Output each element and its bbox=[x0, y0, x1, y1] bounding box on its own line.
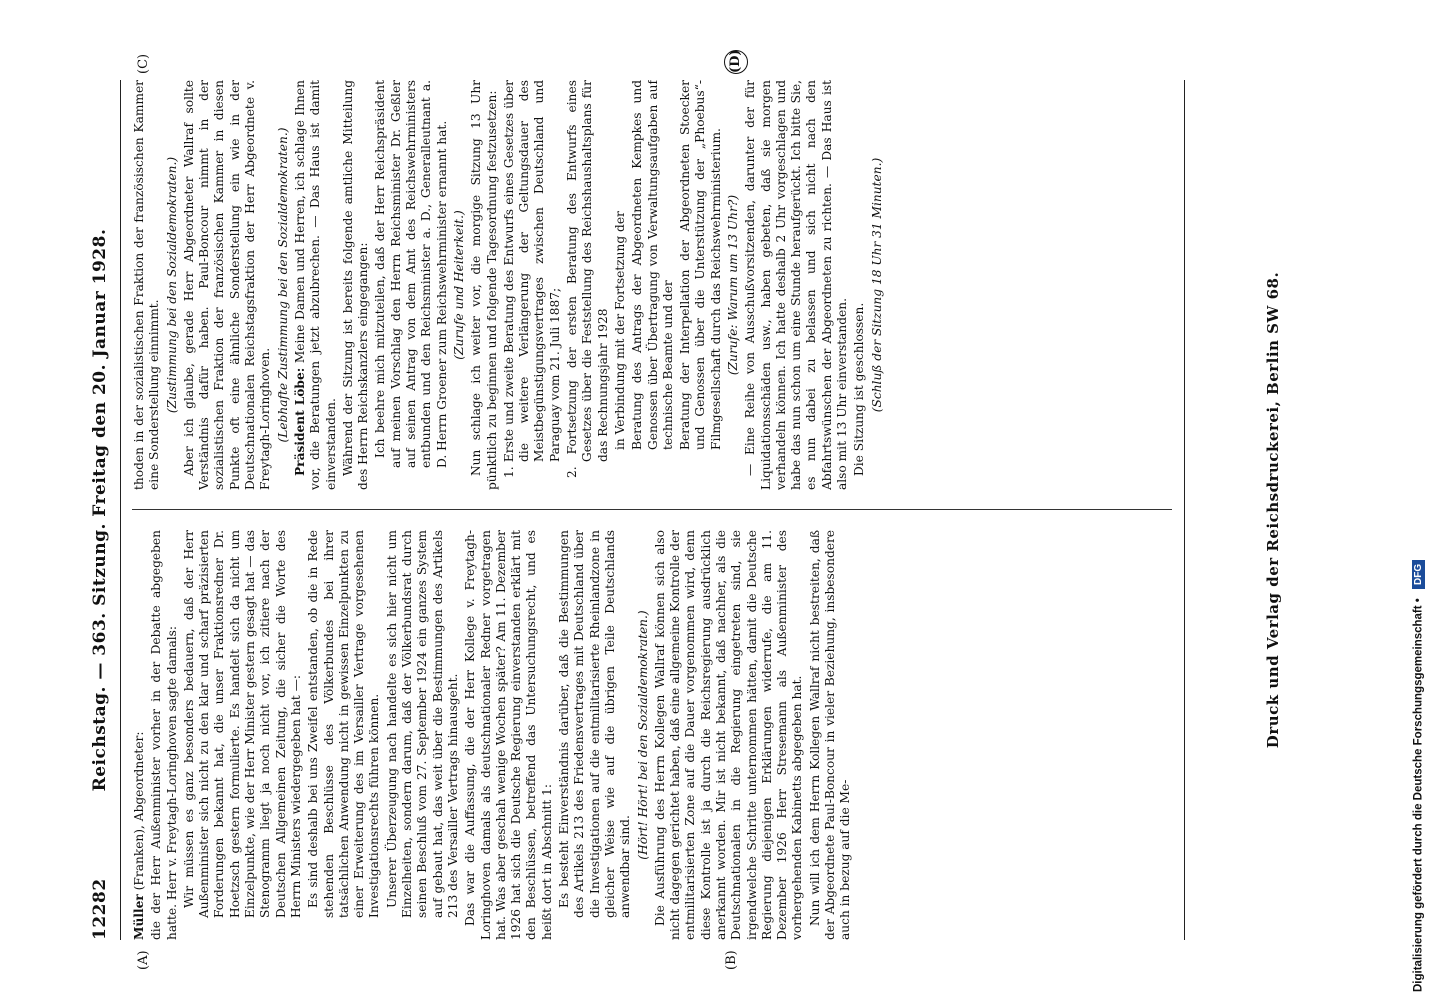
paragraph: Das war die Auffassung, die der Herr Kollege v. Freytagh-Loringhoven damals als deutschnationaler Redner vorgetragen hat. Was aber geschah wenige Wochen später? Am 11. Dezember 1926 hat sich die Deutsche Regierung einverstanden erklärt mit den Beschlüssen, betreffend das Untersuchungsrecht, und es heißt dort in Abschnitt 1: bbox=[463, 530, 554, 940]
right-column bbox=[132, 80, 1172, 490]
quotation: Wir müssen es ganz besonders bedauern, daß der Herr Außenminister sich nicht zu den klar und scharf präzisierten Forderungen bekannt hat, die unser Fraktionsredner Dr. Hoetzsch gestern formulierte. Es handelt sich da nicht um Einzelpunkte, wie der Herr Minister gestern gesagt hat — das Stenogramm liegt ja noch nicht vor, ich zitiere nach der Deutschen Allgemeinen Zeitung, die sicher die Worte des Herrn Ministers wiedergegeben hat —: bbox=[181, 530, 303, 918]
speaker-line bbox=[132, 530, 147, 940]
president-name: Präsident Löbe: bbox=[292, 367, 307, 476]
interjection: (Zurufe und Heiterkeit.) bbox=[451, 210, 466, 360]
footer-rule bbox=[1184, 80, 1185, 940]
quotation: Es sind deshalb bei uns Zweifel entstanden, ob die in Rede stehenden Beschlüsse des Völkerbundes bei ihrer tatsächlichen Anwendung nicht in gewissen Einzelpunkten zu einer Erweiterung des im Versailler Vertrage vorgesehenen Investigationsrechts führen können. bbox=[306, 530, 382, 918]
agenda-subitem: Beratung des Antrags der Abgeordneten Kempkes und Genossen über Übertragung von Verwaltungsaufgaben auf technische Beamte und der bbox=[630, 80, 675, 450]
left-column bbox=[132, 530, 1172, 940]
quotation: Unserer Überzeugung nach handelte es sich hier nicht um Einzelheiten, sondern darum, daß der Völkerbundsrat durch seinen Beschluß vom 27. September 1924 ein ganzes System auf gebaut hat, das weit über die Bestimmungen des Artikels 213 des Versailler Vertrags hinausgeht. bbox=[384, 530, 460, 918]
paragraph: Während der Sitzung ist bereits folgende amtliche Mitteilung des Herrn Reichskanzlers eingegangen: bbox=[340, 80, 371, 490]
agenda-subitem: in Verbindung mit der Fortsetzung der bbox=[612, 211, 627, 450]
funding-text: Digitalisierung gefördert durch die Deutsche Forschungsgemeinschaft • bbox=[1412, 598, 1425, 992]
paragraph: — Eine Reihe von Ausschußvorsitzenden, darunter der für Liquidationsschäden usw., haben gebeten, daß sie morgen verhandeln können. Ich hatte deshalb 2 Uhr vorgeschlagen und habe das nun schon um eine Stunde heraufgerückt. Ich bitte Sie, es nun dabei zu belassen und sich nicht nach den Abfahrtswünschen der Abgeordneten zu richten. — Das Haus ist also mit 13 Uhr einverstanden. bbox=[743, 80, 850, 490]
paragraph: Nun will ich dem Herrn Kollegen Wallraf nicht bestreiten, daß der Abgeordnete Paul-Boncour in vieler Beziehung, insbesondere auch in bezug auf die Me- bbox=[807, 530, 853, 940]
speaker-info: (Franken), Abgeordneter: bbox=[132, 731, 146, 891]
quotation: Es besteht Einverständnis darüber, daß die Bestimmungen des Artikels 213 des Friedensvertrages mit Deutschland über die Investigationen auf die entmilitarisierte Rheinlandzone in gleicher Weise wie auf die übrigen Teile Deutschlands anwendbar sind. bbox=[557, 530, 633, 918]
paragraph: Die Sitzung ist geschlossen. bbox=[852, 302, 867, 476]
paragraph: thoden in der sozialistischen Fraktion der französischen Kammer eine Sonderstellung einnimmt. bbox=[132, 80, 162, 490]
agenda-item-2: 2. Fortsetzung der ersten Beratung des Entwurfs eines Gesetzes über die Feststellung des Reichshaushaltsplans für das Rechnungsjahr 1928 bbox=[565, 80, 610, 478]
president-text: Meine Damen und Herren, ich schlage Ihnen vor, die Beratungen jetzt abzubrechen. — Das Haus ist damit einverstanden. bbox=[292, 80, 338, 490]
margin-mark-a: (A) bbox=[136, 950, 151, 970]
page-number: 12282 bbox=[90, 878, 110, 940]
margin-mark-c: (C) bbox=[136, 53, 151, 74]
agenda-item-1: 1. Erste und zweite Beratung des Entwurfs eines Gesetzes über die weitere Verlängerung der Geltungsdauer des Meistbegünstigungsvertrages zwischen Deutschland und Paraguay vom 21. Juli 1887; bbox=[501, 80, 562, 478]
interjection: (Zustimmung bei den Sozialdemokraten.) bbox=[164, 156, 179, 414]
session-close-note: (Schluß der Sitzung 18 Uhr 31 Minuten.) bbox=[869, 157, 884, 413]
margin-mark-b: (B) bbox=[724, 950, 739, 970]
rotated-document-page bbox=[84, 49, 1324, 970]
interjection: (Lebhafte Zustimmung bei den Sozialdemokraten.) bbox=[275, 127, 290, 443]
page-header bbox=[84, 80, 118, 940]
margin-mark-d: (D) bbox=[724, 50, 748, 74]
paragraph: Nun schlage ich weiter vor, die morgige Sitzung 13 Uhr pünktlich zu beginnen und folgende Tagesordnung festzusetzen: bbox=[469, 80, 499, 490]
agenda-subitem: Beratung der Interpellation der Abgeordneten Stoecker und Genossen über die Unterstützung der „Phoebus“-Filmgesellschaft durch das Reichswehrministerium. bbox=[678, 80, 723, 450]
page-title: Reichstag. — 363. Sitzung. Freitag den 20. Januar 1928. bbox=[90, 228, 110, 792]
dfg-logo: DFG bbox=[1412, 560, 1425, 589]
speaker-name: Müller bbox=[132, 894, 146, 940]
paragraph: die der Herr Außenminister vorher in der Debatte abgegeben hatte. Herr v. Freytagh-Loringhoven sagte damals: bbox=[149, 530, 179, 940]
president-speech bbox=[293, 80, 339, 490]
interjection: (Zurufe: Warum um 13 Uhr?) bbox=[725, 194, 740, 376]
printer-footer: Druck und Verlag der Reichsdruckerei, Berlin SW 68. bbox=[1264, 271, 1282, 749]
column-divider bbox=[132, 509, 1172, 510]
interjection: (Hört! Hört! bei den Sozialdemokraten.) bbox=[635, 610, 650, 860]
funding-sidebar bbox=[1400, 10, 1430, 990]
paragraph: Aber ich glaube, gerade Herr Abgeordneter Wallraf sollte Verständnis dafür haben. Paul-Boncour nimmt in der sozialistischen Fraktion der französischen Kammer in diesen Punkte oft eine ähnliche Sonderstellung ein wie in der Deutschnationalen Reichstagsfraktion der Herr Abgeordnete v. Freytagh-Loringhoven. bbox=[181, 80, 273, 490]
paragraph: Die Ausführung des Herrn Kollegen Wallraf können sich also nicht dagegen gerichtet haben, daß eine allgemeine Kontrolle der entmilitarisierten Zone auf die Dauer vorgenommen wird, denn diese Kontrolle ist ja durch die Reichsregierung ausdrücklich anerkannt worden. Mir ist nicht bekannt, daß nachher, als die Deutschnationalen in die Regierung eingetreten sind, sie irgendwelche Schritte unternommen hätten, damit die Deutsche Regierung diejenigen Erklärungen widerrufe, die am 11. Dezember 1926 Herr Stresemann als Außenminister des vorhergehenden Kabinetts abgegeben hat. bbox=[652, 530, 805, 940]
header-rule bbox=[120, 80, 121, 940]
quotation: Ich beehre mich mitzuteilen, daß der Herr Reichspräsident auf meinen Vorschlag den Herrn Reichsminister Dr. Geßler auf seinen Antrag von dem Amt des Reichswehrministers entbunden und den Reichsminister a. D., Generalleutnant a. D. Herrn Groener zum Reichswehrminister ernannt hat. bbox=[373, 80, 449, 468]
funding-note bbox=[1412, 12, 1425, 992]
